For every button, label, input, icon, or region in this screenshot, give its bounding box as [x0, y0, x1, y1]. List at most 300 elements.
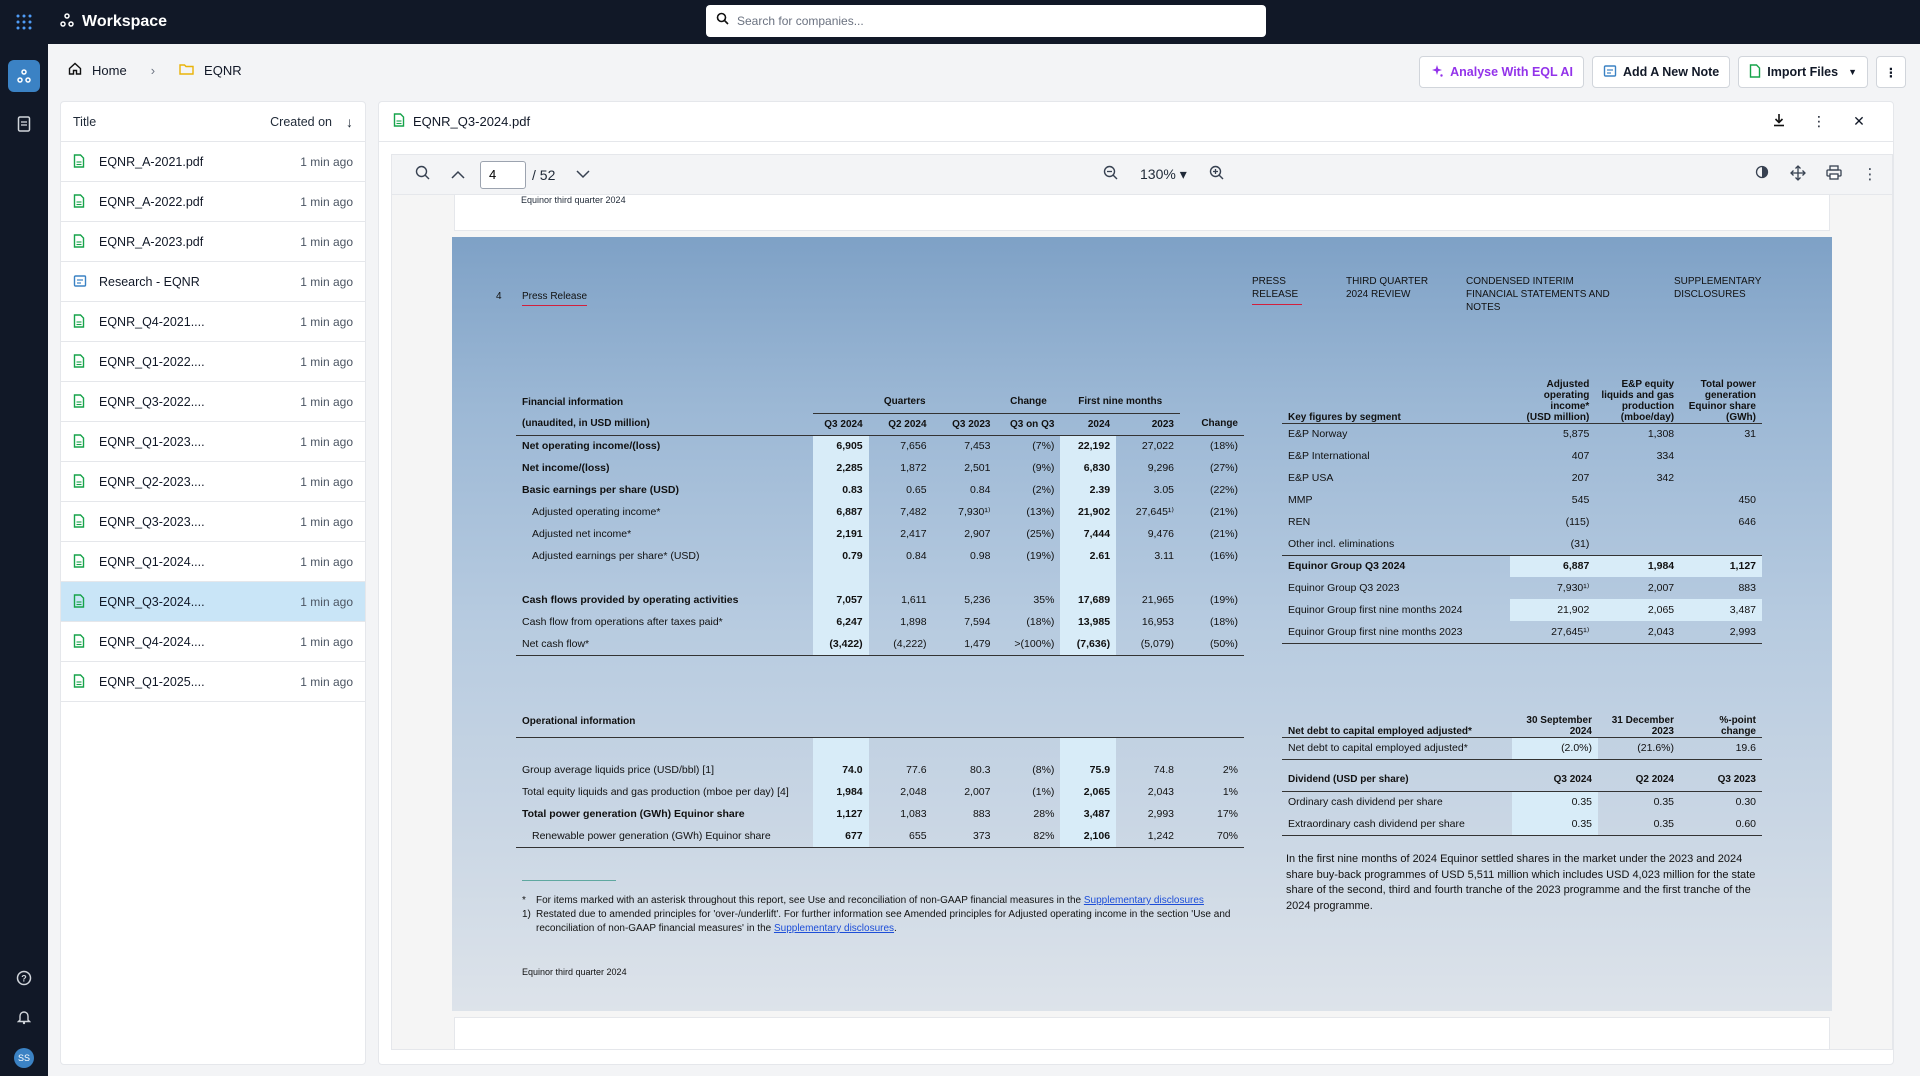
debt-col-1-line: 30 September — [1526, 714, 1592, 726]
file-name: EQNR_Q3-2023.... — [99, 514, 205, 529]
table-row — [516, 589, 1244, 611]
file-created: 1 min ago — [300, 394, 353, 409]
row-value: 27,022 — [1141, 440, 1174, 453]
file-created: 1 min ago — [300, 634, 353, 649]
seg-col-3-line: Total power — [1700, 378, 1756, 390]
fin-title: Financial information — [522, 396, 624, 408]
row-value: 2,043 — [1147, 786, 1174, 798]
row-value: 6,887 — [813, 501, 869, 523]
table-row — [1282, 533, 1762, 555]
row-value: 883 — [1738, 582, 1756, 594]
footnote-2: 1) Restated due to amended principles for 'over-/underlift'. For further information see Amended principles for Adjusted operating income in the section 'Use and reconciliation of non-GAAP financial measures' in the Supplementary disclosures. — [522, 909, 1231, 934]
fin-group-quarters: Quarters — [813, 391, 997, 413]
row-value: 1,308 — [1647, 428, 1675, 441]
ops-title: Operational information — [516, 707, 813, 737]
add-note-label: Add A New Note — [1622, 65, 1720, 79]
caret-down-icon: ▼ — [1848, 67, 1857, 77]
file-import-icon — [1749, 64, 1761, 81]
file-created: 1 min ago — [300, 234, 353, 249]
row-label: REN — [1288, 516, 1311, 528]
file-list-item[interactable] — [61, 342, 365, 382]
row-value: 2,417 — [900, 528, 927, 540]
file-list-item[interactable] — [61, 222, 365, 262]
pdf-file-icon — [73, 314, 87, 330]
segment-table — [1282, 369, 1762, 644]
row-label: Adjusted net income* — [532, 528, 632, 540]
row-value: 21,902 — [1060, 501, 1116, 523]
breadcrumb-home[interactable]: Home — [92, 62, 127, 78]
row-value: 0.35 — [1653, 796, 1674, 809]
row-label: Adjusted operating income* — [532, 506, 661, 518]
row-value: (25%) — [1026, 528, 1055, 540]
slide-nav-third-quarter[interactable]: THIRD QUARTER 2024 REVIEW — [1346, 276, 1429, 300]
row-value: 1,984 — [813, 781, 869, 803]
row-value: 2,048 — [900, 786, 927, 798]
left-rail — [0, 44, 48, 1076]
row-value: 207 — [1571, 472, 1590, 484]
row-value: 2,043 — [1647, 625, 1675, 638]
pdf-file-icon — [73, 594, 87, 610]
row-value — [1595, 489, 1680, 511]
table-row — [516, 611, 1244, 633]
row-value: >(100%) — [996, 633, 1060, 655]
debt-row-label: Net debt to capital employed adjusted* — [1288, 742, 1468, 754]
row-value: 27,645¹⁾ — [1135, 506, 1174, 518]
import-files-button[interactable] — [1738, 56, 1868, 88]
operational-info-table — [516, 707, 1244, 848]
row-value — [1680, 445, 1762, 467]
net-debt-table — [1282, 705, 1762, 760]
file-name: EQNR_Q4-2021.... — [99, 314, 205, 329]
pdf-file-icon — [73, 354, 87, 370]
file-list-item[interactable] — [61, 622, 365, 662]
pdf-file-icon — [73, 634, 87, 650]
row-label: MMP — [1288, 494, 1313, 506]
row-value: 6,887 — [1510, 555, 1595, 577]
debt-row-value: (2.0%) — [1512, 737, 1598, 759]
slide-section-label: Press Release — [522, 291, 587, 306]
table-row — [1282, 511, 1762, 533]
search-input[interactable] — [737, 14, 1256, 28]
zoom-in-icon[interactable] — [1199, 165, 1235, 184]
pan-tool-icon[interactable] — [1780, 165, 1816, 185]
row-value: 1,479 — [933, 633, 997, 655]
row-label: Extraordinary cash dividend per share — [1282, 813, 1512, 835]
note-file-icon — [73, 274, 87, 290]
fin-col-header: 2024 — [1060, 413, 1116, 435]
row-value: 7,057 — [813, 589, 869, 611]
row-value: 70% — [1180, 825, 1244, 847]
row-value: 0.30 — [1735, 796, 1756, 809]
row-value: 2,065 — [1595, 599, 1680, 621]
table-row — [1282, 621, 1762, 643]
table-row — [1282, 489, 1762, 511]
notification-bell-icon[interactable] — [17, 1009, 31, 1028]
download-icon[interactable] — [1759, 113, 1799, 130]
row-label: Total equity liquids and gas production (mboe per day) [4] — [522, 786, 789, 798]
row-value: 6,247 — [813, 611, 869, 633]
row-value: 2,907 — [964, 528, 991, 540]
app-title: Workspace — [82, 13, 168, 30]
viewer-kebab-icon[interactable]: ⋮ — [1812, 113, 1826, 129]
row-value: 2,007 — [964, 786, 991, 798]
analyse-ai-button[interactable] — [1419, 56, 1584, 88]
slide-nav-press-release[interactable]: PRESS RELEASE — [1252, 275, 1302, 305]
workspace-brand[interactable] — [60, 13, 167, 32]
row-value: 0.84 — [970, 484, 991, 496]
workspace-nav-icon[interactable] — [8, 60, 40, 92]
row-value: 1,083 — [900, 808, 927, 820]
row-value: 1,872 — [900, 462, 927, 474]
table-row — [516, 523, 1244, 545]
breadcrumb-folder[interactable]: EQNR — [204, 62, 242, 78]
file-list-item[interactable] — [61, 142, 365, 182]
file-name: EQNR_Q4-2024.... — [99, 634, 205, 649]
file-list-item[interactable] — [61, 582, 365, 622]
table-row — [516, 633, 1244, 655]
prev-page-icon[interactable] — [440, 166, 476, 183]
table-row — [1282, 555, 1762, 577]
search-icon — [716, 12, 729, 30]
row-value: 2,191 — [813, 523, 869, 545]
row-value: (18%) — [1209, 616, 1238, 628]
column-created-label: Created on — [270, 114, 332, 129]
row-value: 1,898 — [900, 616, 927, 628]
row-value: 0.84 — [906, 550, 927, 562]
buyback-paragraph: In the first nine months of 2024 Equinor settled shares in the market under the 2023 and 2024 share buy-back programmes of USD 5,511 million which includes USD 4,023 million for the state share of the second, third and fourth tranche of the 2023 programme and the first tranche of the 2024 programme. — [1286, 853, 1756, 912]
row-value: (27%) — [1209, 462, 1238, 474]
file-created: 1 min ago — [300, 474, 353, 489]
documents-nav-icon[interactable] — [8, 108, 40, 140]
table-row — [516, 781, 1244, 803]
file-list-item[interactable] — [61, 502, 365, 542]
row-value: (21%) — [1209, 506, 1238, 518]
file-list-item[interactable] — [61, 542, 365, 582]
pdf-file-icon — [73, 514, 87, 530]
seg-col-2-line: liquids and gas — [1601, 389, 1675, 401]
row-value: 21,965 — [1141, 594, 1174, 606]
debt-col-3-line: %-point — [1719, 714, 1756, 726]
row-label: Renewable power generation (GWh) Equinor share — [516, 825, 813, 847]
row-value: 1,127 — [1680, 555, 1762, 577]
table-row — [516, 545, 1244, 567]
column-created-on[interactable] — [270, 114, 353, 130]
slide-nav-statements[interactable]: CONDENSED INTERIM FINANCIAL STATEMENTS AND NOTES — [1466, 276, 1610, 313]
row-value: 373 — [933, 825, 997, 847]
next-page-icon[interactable] — [565, 166, 601, 183]
row-value: (50%) — [1180, 633, 1244, 655]
zoom-select[interactable]: 130% ▾ — [1140, 166, 1187, 182]
row-value: (3,422) — [813, 633, 869, 655]
fin-group-nine-months: First nine months — [1060, 391, 1180, 413]
theme-toggle-icon[interactable] — [1744, 165, 1780, 185]
kebab-menu-icon: ⋮ — [1884, 65, 1898, 80]
row-value: (2%) — [1032, 484, 1055, 496]
file-name: Research - EQNR — [99, 274, 200, 289]
row-label: Total power generation (GWh) Equinor share — [522, 808, 745, 820]
page-number-input[interactable] — [480, 161, 526, 189]
seg-col-1-line: (USD million) — [1526, 411, 1590, 423]
slide-nav-supplementary[interactable]: SUPPLEMENTARY DISCLOSURES — [1674, 276, 1762, 300]
row-value: 9,476 — [1147, 528, 1174, 540]
row-label: E&P International — [1288, 450, 1370, 462]
row-value: (22%) — [1209, 484, 1238, 496]
row-value: (1%) — [1032, 786, 1055, 798]
sparkle-icon — [1430, 64, 1444, 81]
row-value: 17% — [1216, 808, 1238, 820]
row-label: Adjusted earnings per share* (USD) — [532, 550, 700, 562]
file-created: 1 min ago — [300, 674, 353, 689]
file-created: 1 min ago — [300, 594, 353, 609]
row-value: 1,242 — [1116, 825, 1180, 847]
debt-col-1-line: 2024 — [1569, 725, 1592, 737]
help-icon[interactable] — [16, 970, 32, 989]
div-col-header: Q3 2024 — [1512, 769, 1598, 791]
footnote-divider — [522, 880, 616, 881]
file-list-item[interactable] — [61, 382, 365, 422]
fin-col-header: Q2 2024 — [869, 413, 933, 435]
row-value: 7,656 — [900, 440, 927, 453]
folder-icon — [179, 63, 194, 78]
file-name: EQNR_Q3-2024.... — [99, 594, 205, 609]
debt-row — [1282, 737, 1762, 759]
svg-text:?: ? — [21, 973, 27, 984]
file-name: EQNR_Q1-2025.... — [99, 674, 205, 689]
row-value: 6,905 — [813, 435, 869, 457]
app-logo-icon[interactable] — [0, 13, 48, 31]
debt-title: Net debt to capital employed adjusted* — [1282, 705, 1512, 737]
row-value: 3,487 — [1680, 599, 1762, 621]
row-value: 13,985 — [1060, 611, 1116, 633]
row-value — [1595, 533, 1680, 555]
row-value: 21,902 — [1510, 599, 1595, 621]
viewer-header — [379, 102, 1893, 142]
row-label: E&P USA — [1288, 472, 1334, 484]
pdf-file-icon — [73, 474, 87, 490]
breadcrumb — [68, 62, 242, 78]
row-value: 2,993 — [1729, 625, 1756, 638]
row-value: 31 — [1744, 428, 1756, 441]
table-row — [1282, 599, 1762, 621]
row-value: 6,830 — [1060, 457, 1116, 479]
add-note-button[interactable] — [1592, 56, 1730, 88]
table-row — [516, 501, 1244, 523]
file-name: EQNR_Q1-2023.... — [99, 434, 205, 449]
row-value: 1,984 — [1595, 555, 1680, 577]
row-label: Other incl. eliminations — [1288, 537, 1395, 550]
pdf-toolbar — [392, 155, 1892, 195]
footnote-star: * — [522, 895, 526, 906]
file-created: 1 min ago — [300, 314, 353, 329]
row-value: 7,482 — [900, 506, 927, 518]
workspace-icon — [60, 13, 74, 32]
footnote-2-text: Restated due to amended principles for 'over-/underlift'. For further information see Amended principles for Adjusted operating income in the section 'Use and reconciliation of non-GAAP financial measures' in the — [536, 909, 1231, 934]
pdf-file-icon — [73, 674, 87, 690]
footnote-1-link[interactable]: Supplementary disclosures — [1083, 895, 1204, 906]
table-row — [1282, 445, 1762, 467]
row-value: 2,007 — [1647, 582, 1675, 594]
seg-col-3-line: Equinor share — [1688, 400, 1756, 412]
row-value: 0.35 — [1512, 813, 1598, 835]
row-label: Equinor Group Q3 2024 — [1288, 560, 1406, 573]
footnote-1-text: For items marked with an asterisk throughout this report, see Use and reconciliation of non-GAAP financial measures in the — [536, 895, 1082, 906]
pdf-file-icon — [73, 234, 87, 250]
file-list-item[interactable] — [61, 302, 365, 342]
row-value: 16,953 — [1141, 616, 1174, 628]
debt-col-3-line: change — [1720, 725, 1756, 737]
row-value: 2,285 — [813, 457, 869, 479]
financial-info-table — [516, 391, 1244, 656]
row-label: Group average liquids price (USD/bbl) [1] — [522, 764, 715, 776]
footnote-2-link[interactable]: Supplementary disclosures — [773, 923, 895, 934]
file-list-panel — [60, 101, 366, 1065]
pdf-file-icon — [73, 434, 87, 450]
debt-col-2-line: 2023 — [1651, 725, 1674, 737]
document-viewer — [378, 101, 1894, 1065]
row-value: 35% — [1033, 594, 1055, 606]
row-value: (13%) — [1026, 506, 1055, 518]
pdf-file-icon — [393, 113, 405, 130]
column-title[interactable]: Title — [73, 114, 97, 129]
row-value: (7,636) — [1060, 633, 1116, 655]
row-value: 7,930¹⁾ — [1556, 582, 1590, 594]
row-value: 1,611 — [901, 594, 927, 606]
row-value: 450 — [1738, 494, 1756, 506]
row-value: (18%) — [1026, 616, 1055, 628]
seg-col-2-line: E&P equity — [1621, 378, 1675, 390]
row-value: 2% — [1222, 764, 1238, 776]
file-created: 1 min ago — [300, 194, 353, 209]
action-bar — [1419, 56, 1906, 88]
div-col-header: Q3 2023 — [1680, 769, 1762, 791]
row-value: 655 — [869, 825, 933, 847]
file-list-header — [61, 102, 365, 142]
search-box[interactable] — [706, 5, 1266, 37]
next-page — [454, 1017, 1830, 1049]
row-value — [1680, 533, 1762, 555]
more-options-button[interactable] — [1876, 56, 1906, 88]
row-value: 677 — [813, 825, 869, 847]
div-col-header: Q2 2024 — [1598, 769, 1680, 791]
fin-col-header: Q3 2023 — [933, 413, 997, 435]
import-files-label: Import Files — [1767, 65, 1839, 79]
row-value: 407 — [1571, 450, 1590, 462]
row-value: 0.60 — [1680, 813, 1762, 835]
pdf-more-icon[interactable]: ⋮ — [1862, 165, 1878, 183]
top-bar — [0, 0, 1920, 44]
row-label: Equinor Group first nine months 2024 — [1288, 604, 1463, 616]
pdf-area — [391, 154, 1893, 1050]
row-value: (19%) — [1209, 594, 1238, 606]
row-value: 1% — [1222, 786, 1238, 798]
prev-page-footer: Equinor third quarter 2024 — [521, 195, 626, 205]
file-list-item[interactable] — [61, 262, 365, 302]
close-icon[interactable]: ✕ — [1853, 113, 1865, 129]
table-row — [1282, 577, 1762, 599]
file-list-item[interactable] — [61, 662, 365, 702]
slide-footer: Equinor third quarter 2024 — [522, 967, 627, 977]
row-value: 0.79 — [813, 545, 869, 567]
fin-col-header: Q3 on Q3 — [996, 413, 1060, 435]
table-row — [516, 457, 1244, 479]
row-label: Net income/(loss) — [522, 462, 610, 474]
file-name: EQNR_Q1-2024.... — [99, 554, 205, 569]
row-value: 2.39 — [1060, 479, 1116, 501]
print-icon[interactable] — [1816, 165, 1852, 185]
file-list-item[interactable] — [61, 182, 365, 222]
fin-col-header: Change — [1180, 413, 1244, 435]
file-name: EQNR_A-2021.pdf — [99, 154, 204, 169]
debt-col-2-line: 31 December — [1611, 714, 1674, 726]
table-row — [516, 759, 1244, 781]
sort-arrow-down-icon[interactable]: ↓ — [346, 113, 353, 130]
debt-row-value: (21.6%) — [1637, 742, 1674, 754]
row-value: 2,993 — [1147, 808, 1174, 820]
pdf-page-4 — [452, 237, 1832, 1011]
row-value: 883 — [972, 808, 991, 820]
pdf-file-icon — [73, 154, 87, 170]
table-row — [1282, 467, 1762, 489]
file-name: EQNR_A-2023.pdf — [99, 234, 204, 249]
pdf-file-icon — [73, 554, 87, 570]
row-label: Basic earnings per share (USD) — [522, 484, 679, 496]
row-value: 5,875 — [1563, 428, 1590, 441]
table-row — [516, 803, 1244, 825]
row-value: 75.9 — [1060, 759, 1116, 781]
row-value: 545 — [1571, 494, 1590, 506]
row-value: 0.65 — [906, 484, 927, 496]
page-count: / 52 — [532, 166, 556, 183]
pdf-pages[interactable] — [392, 195, 1892, 1049]
row-value: 27,645¹⁾ — [1551, 625, 1590, 638]
table-row — [516, 825, 1244, 847]
row-value: 7,930¹⁾ — [958, 506, 991, 518]
row-label: E&P Norway — [1288, 428, 1348, 441]
row-value: 3.05 — [1153, 484, 1174, 496]
table-row — [1282, 423, 1762, 445]
row-value: 28% — [1033, 808, 1055, 820]
row-value: (21%) — [1209, 528, 1238, 540]
file-created: 1 min ago — [300, 434, 353, 449]
file-created: 1 min ago — [300, 514, 353, 529]
user-avatar[interactable]: SS — [14, 1048, 34, 1068]
seg-col-2-line: (mboe/day) — [1620, 411, 1675, 423]
row-label: Equinor Group first nine months 2023 — [1288, 625, 1463, 638]
row-value: (5,079) — [1116, 633, 1180, 655]
row-label: Net cash flow* — [516, 633, 813, 655]
analyse-ai-label: Analyse With EQL AI — [1450, 65, 1573, 79]
row-value: (8%) — [1032, 764, 1055, 776]
footnote-1 — [522, 894, 1282, 908]
file-list-item[interactable] — [61, 422, 365, 462]
pdf-file-icon — [73, 394, 87, 410]
row-value: 74.0 — [813, 759, 869, 781]
file-list-item[interactable] — [61, 462, 365, 502]
row-value: 7,453 — [964, 440, 991, 453]
row-label: Equinor Group Q3 2023 — [1288, 582, 1400, 594]
file-created: 1 min ago — [300, 274, 353, 289]
pdf-search-icon[interactable] — [404, 165, 440, 184]
table-row — [1282, 791, 1762, 813]
row-value: 342 — [1656, 472, 1675, 484]
fin-col-header: 2023 — [1116, 413, 1180, 435]
row-value: 80.3 — [970, 764, 991, 776]
footnote-one: 1) — [522, 909, 531, 920]
zoom-out-icon[interactable] — [1092, 165, 1128, 184]
row-value: 0.83 — [813, 479, 869, 501]
file-created: 1 min ago — [300, 154, 353, 169]
file-name: EQNR_Q1-2022.... — [99, 354, 205, 369]
